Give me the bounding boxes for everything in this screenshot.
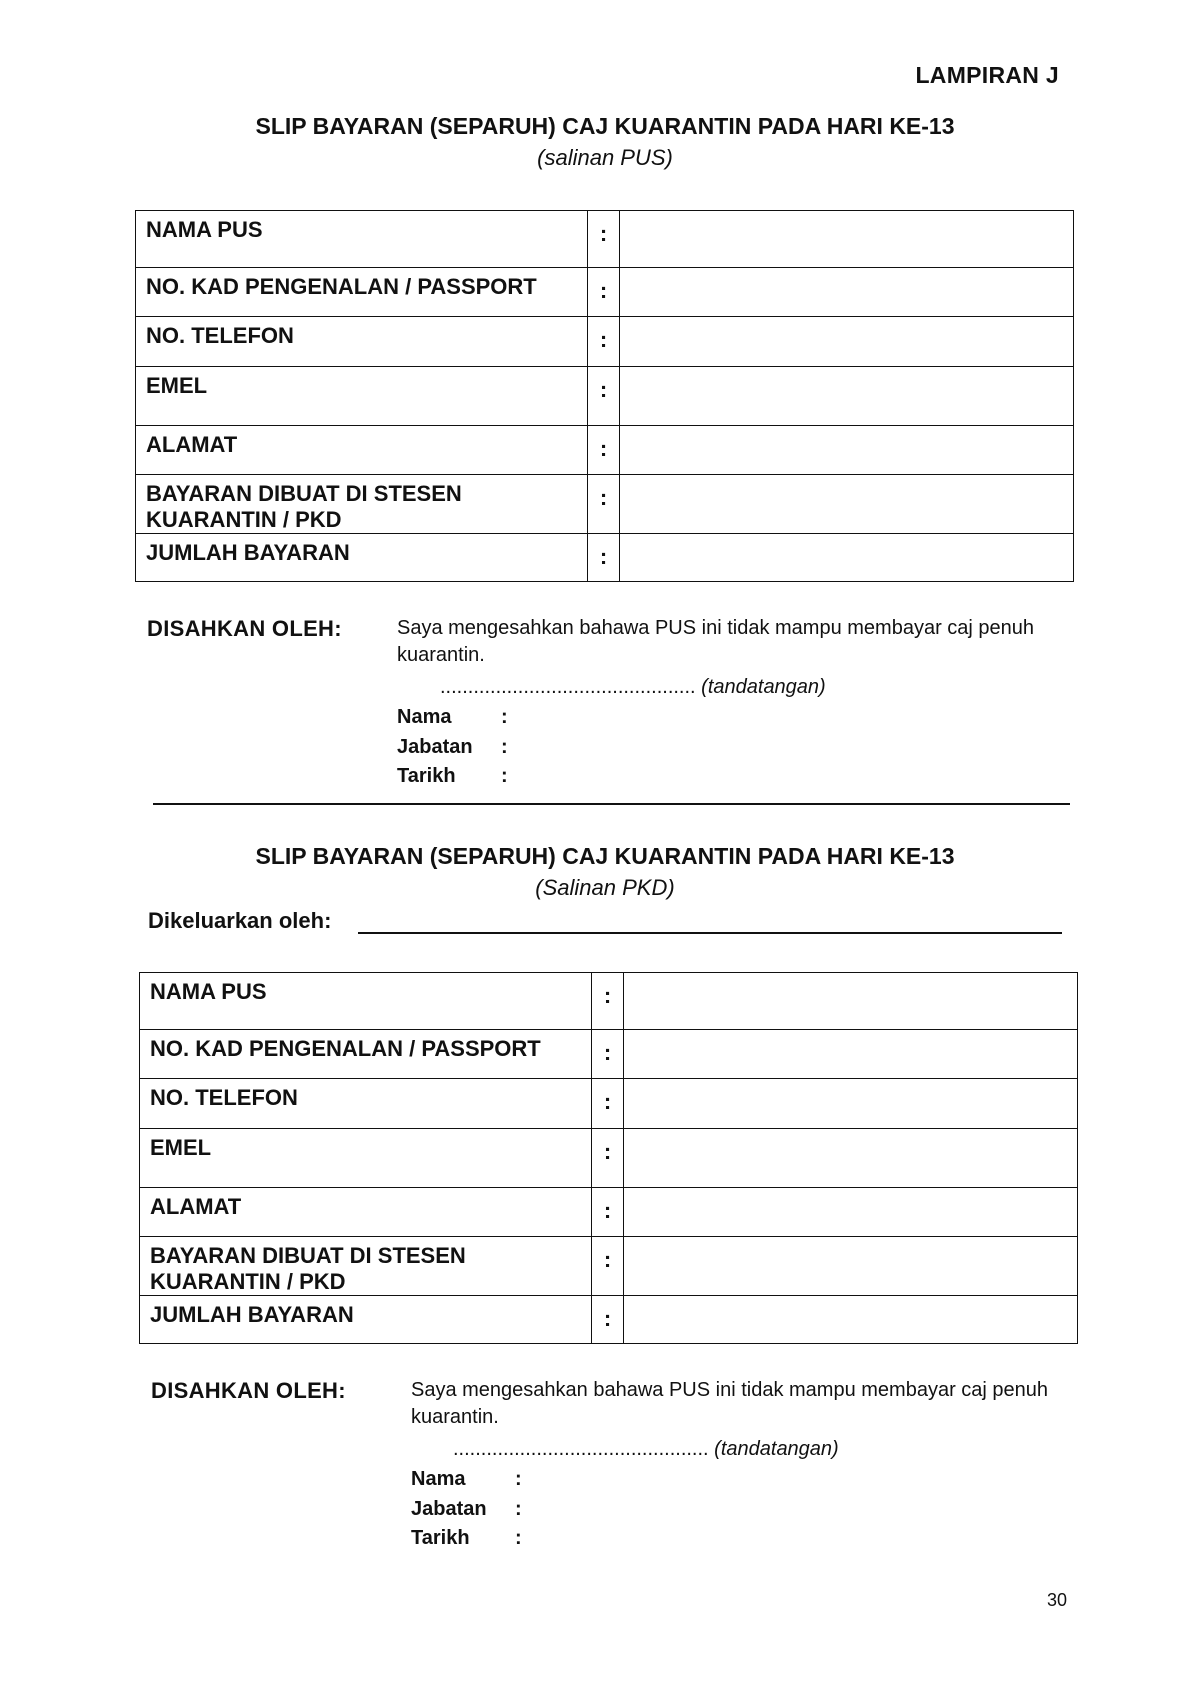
- slip-2-form-table: [139, 972, 1078, 1344]
- slip-1-title: SLIP BAYARAN (SEPARUH) CAJ KUARANTIN PADA HARI KE-13: [255, 113, 955, 139]
- field-colon: :: [515, 1527, 522, 1549]
- page-number: 30: [1047, 1590, 1068, 1610]
- row-colon: :: [592, 1030, 624, 1079]
- slip-2-row-emel: [140, 1129, 1078, 1188]
- slip-1-row-alamat: [136, 426, 1074, 475]
- slip-1-row-ic: [136, 268, 1074, 317]
- row-colon: :: [592, 1188, 624, 1237]
- stesen-field[interactable]: [624, 1237, 1078, 1296]
- slip-2-subtitle: (Salinan PKD): [535, 875, 675, 900]
- alamat-field[interactable]: [624, 1188, 1078, 1237]
- signature-label: (tandatangan): [714, 1438, 839, 1460]
- nama-pus-field[interactable]: [624, 973, 1078, 1030]
- row-colon: :: [588, 534, 620, 582]
- row-colon: :: [592, 973, 624, 1030]
- row-label: BAYARAN DIBUAT DI STESEN KUARANTIN / PKD: [140, 1237, 592, 1296]
- row-colon: :: [592, 1129, 624, 1188]
- jumlah-bayaran-field[interactable]: [624, 1296, 1078, 1344]
- slip-1-row-telefon: [136, 317, 1074, 367]
- row-label: EMEL: [140, 1129, 592, 1188]
- field-colon: :: [501, 765, 508, 787]
- row-colon: :: [592, 1237, 624, 1296]
- ic-passport-field[interactable]: [624, 1030, 1078, 1079]
- row-label: EMEL: [136, 367, 588, 426]
- field-colon: :: [515, 1498, 522, 1520]
- slip-1-field-jabatan: [397, 736, 508, 759]
- row-label: JUMLAH BAYARAN: [136, 534, 588, 582]
- slip-2-row-nama: [140, 973, 1078, 1030]
- slip-2-row-telefon: [140, 1079, 1078, 1129]
- emel-field[interactable]: [620, 367, 1074, 426]
- slip-1-statement: Saya mengesahkan bahawa PUS ini tidak mampu membayar caj penuh kuarantin.: [397, 617, 1035, 666]
- slip-2-signature-line: [453, 1438, 839, 1461]
- nama-pus-field[interactable]: [620, 211, 1074, 268]
- slip-1-row-emel: [136, 367, 1074, 426]
- jumlah-bayaran-field[interactable]: [620, 534, 1074, 582]
- slip-2-disahkan-label: DISAHKAN OLEH:: [151, 1378, 346, 1403]
- row-label: NO. TELEFON: [140, 1079, 592, 1129]
- stesen-field[interactable]: [620, 475, 1074, 534]
- field-label: Nama: [411, 1468, 466, 1490]
- slip-1-row-jumlah: [136, 534, 1074, 582]
- row-colon: :: [588, 367, 620, 426]
- issued-by-field[interactable]: [358, 932, 1062, 934]
- field-colon: :: [515, 1468, 522, 1490]
- row-colon: :: [588, 211, 620, 268]
- signature-label: (tandatangan): [701, 676, 826, 698]
- row-label: NO. KAD PENGENALAN / PASSPORT: [136, 268, 588, 317]
- telefon-field[interactable]: [624, 1079, 1078, 1129]
- field-label: Nama: [397, 706, 452, 728]
- slip-2-title: SLIP BAYARAN (SEPARUH) CAJ KUARANTIN PADA HARI KE-13: [255, 843, 955, 869]
- row-label: ALAMAT: [140, 1188, 592, 1237]
- row-label: JUMLAH BAYARAN: [140, 1296, 592, 1344]
- ic-passport-field[interactable]: [620, 268, 1074, 317]
- row-colon: :: [588, 268, 620, 317]
- slip-1-subtitle: (salinan PUS): [537, 145, 673, 170]
- field-label: Jabatan: [411, 1498, 487, 1520]
- row-label: NO. TELEFON: [136, 317, 588, 367]
- row-colon: :: [588, 475, 620, 534]
- slip-1-signature-line: [440, 676, 826, 699]
- row-colon: :: [592, 1079, 624, 1129]
- slip-2-statement: Saya mengesahkan bahawa PUS ini tidak mampu membayar caj penuh kuarantin.: [411, 1379, 1049, 1428]
- slip-2-field-tarikh: [411, 1527, 522, 1550]
- slip-2-row-alamat: [140, 1188, 1078, 1237]
- field-colon: :: [501, 706, 508, 728]
- slip-1-field-nama: [397, 706, 508, 729]
- field-label: Jabatan: [397, 736, 473, 758]
- row-label: BAYARAN DIBUAT DI STESEN KUARANTIN / PKD: [136, 475, 588, 534]
- slip-2-field-nama: [411, 1468, 522, 1491]
- row-colon: :: [588, 317, 620, 367]
- row-label: NO. KAD PENGENALAN / PASSPORT: [140, 1030, 592, 1079]
- slip-2-row-jumlah: [140, 1296, 1078, 1344]
- signature-dots: ..............................................: [440, 676, 696, 698]
- slip-2-row-ic: [140, 1030, 1078, 1079]
- slip-1-form-table: [135, 210, 1074, 582]
- slip-1-field-tarikh: [397, 765, 508, 788]
- telefon-field[interactable]: [620, 317, 1074, 367]
- row-colon: :: [592, 1296, 624, 1344]
- slip-1-row-nama: [136, 211, 1074, 268]
- field-label: Tarikh: [397, 765, 456, 787]
- field-colon: :: [501, 736, 508, 758]
- field-label: Tarikh: [411, 1527, 470, 1549]
- slip-1-row-stesen: [136, 475, 1074, 534]
- slip-2-row-stesen: [140, 1237, 1078, 1296]
- emel-field[interactable]: [624, 1129, 1078, 1188]
- lampiran-label: LAMPIRAN J: [915, 62, 1059, 88]
- row-label: ALAMAT: [136, 426, 588, 475]
- slip-1-disahkan-label: DISAHKAN OLEH:: [147, 616, 342, 641]
- row-label: NAMA PUS: [140, 973, 592, 1030]
- alamat-field[interactable]: [620, 426, 1074, 475]
- section-divider: [153, 803, 1070, 805]
- slip-2-issued-by-label: Dikeluarkan oleh:: [148, 908, 332, 933]
- signature-dots: ..............................................: [453, 1438, 709, 1460]
- slip-2-field-jabatan: [411, 1498, 522, 1521]
- row-label: NAMA PUS: [136, 211, 588, 268]
- row-colon: :: [588, 426, 620, 475]
